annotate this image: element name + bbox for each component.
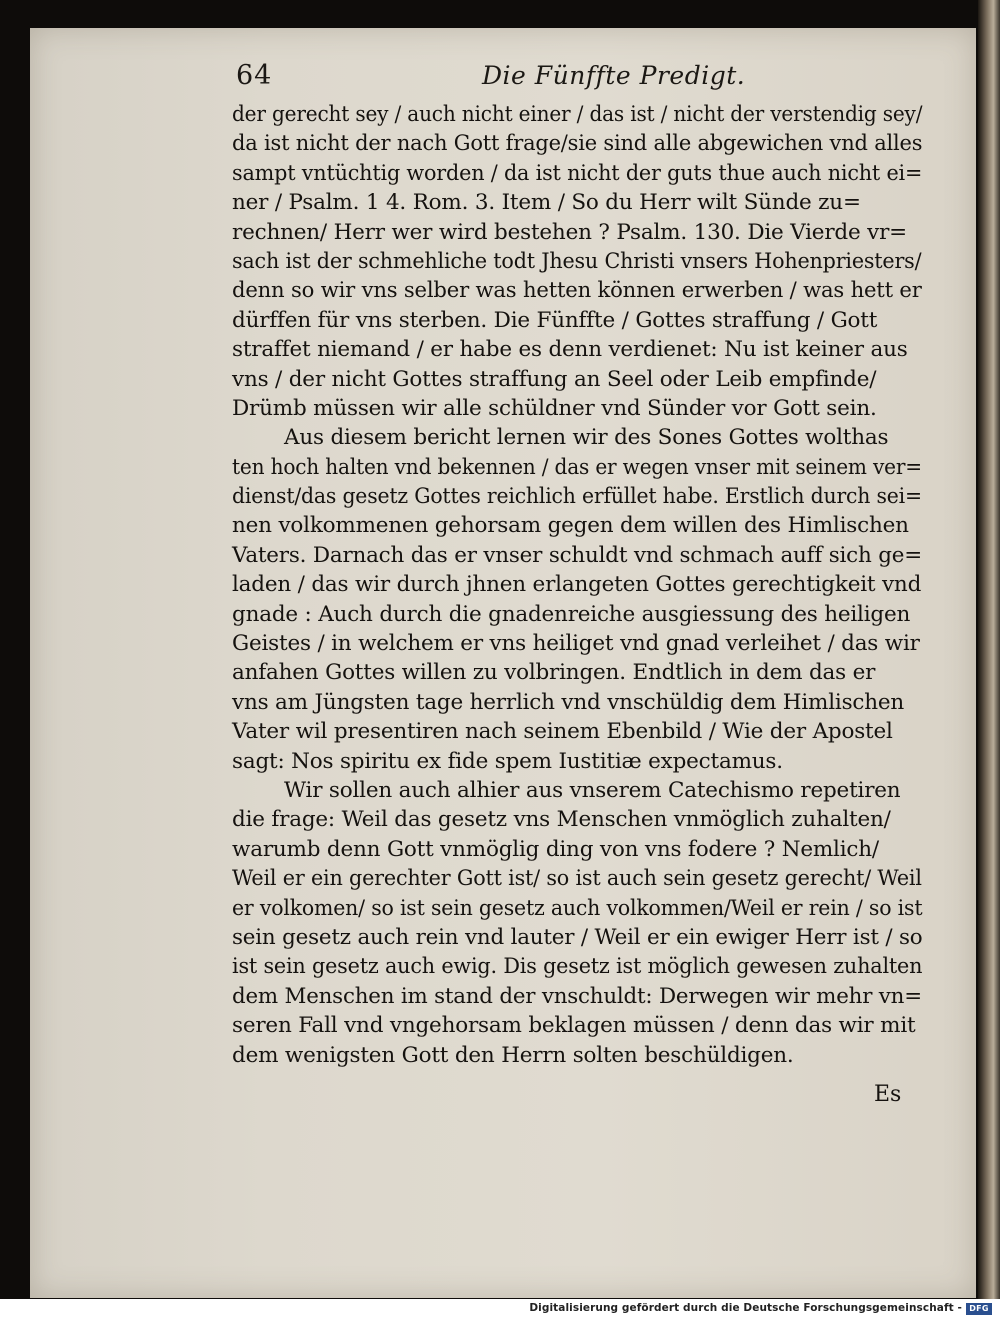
text-line: Weil er ein gerechter Gott ist/ so ist auch sein gesetz gerecht/ Weil [232,866,922,892]
text-line: sampt vntüchtig worden / da ist nicht der guts thue auch nicht ei= [232,160,923,186]
text-line: dem wenigsten Gott den Herrn solten beschüldigen. [232,1042,794,1068]
dfg-logo: DFG [966,1303,992,1315]
text-line: warumb denn Gott vnmöglig ding von vns fodere ? Nemlich/ [232,836,879,862]
text-line: vns / der nicht Gottes straffung an Seel oder Leib empfinde/ [232,366,877,392]
text-line: ten hoch halten vnd bekennen / das er wegen vnser mit seinem ver= [232,454,922,480]
text-line: Drümb müssen wir alle schüldner vnd Sünder vor Gott sein. [232,395,877,421]
sermon-text [232,100,922,1070]
text-line: straffet niemand / er habe es denn verdienet: Nu ist keiner aus [232,337,908,363]
text-line: anfahen Gottes willen zu volbringen. Endtlich in dem das er [232,660,876,686]
text-line: die frage: Weil das gesetz vns Menschen vnmöglich zuhalten/ [232,807,891,833]
text-line: sach ist der schmehliche todt Jhesu Christi vnsers Hohenpriesters/ [232,248,922,274]
text-line: ist sein gesetz auch ewig. Dis gesetz ist möglich gewesen zuhalten [232,954,923,980]
text-line: Vater wil presentiren nach seinem Ebenbild / Wie der Apostel [232,719,893,745]
funding-credit: Digitalisierung gefördert durch die Deutsche Forschungsgemeinschaft - [529,1302,962,1314]
text-line: denn so wir vns selber was hetten können erwerben / was hett er [232,278,922,304]
text-line: dienst/das gesetz Gottes reichlich erfüllet habe. Erstlich durch sei= [232,484,922,510]
paragraph-start-line: Aus diesem bericht lernen wir des Sones Gottes wolthas [284,425,889,451]
text-line: gnade : Auch durch die gnadenreiche ausgiessung des heiligen [232,601,911,627]
text-line: sein gesetz auch rein vnd lauter / Weil er ein ewiger Herr ist / so [232,924,923,950]
running-title: Die Fünffte Predigt. [482,61,746,90]
text-line: rechnen/ Herr wer wird bestehen ? Psalm. 130. Die Vierde vr= [232,219,907,245]
text-line: dem Menschen im stand der vnschuldt: Derwegen wir mehr vn= [232,983,922,1009]
text-line: da ist nicht der nach Gott frage/sie sind alle abgewichen vnd alles [232,131,923,157]
page-header [236,60,936,96]
digitization-footer [0,1299,1000,1319]
book-edge [978,0,1000,1299]
text-line: Vaters. Darnach das er vnser schuldt vnd schmach auff sich ge= [232,542,922,568]
paragraph-start-line: Wir sollen auch alhier aus vnserem Catechismo repetiren [284,777,901,803]
text-line: ner / Psalm. 1 4. Rom. 3. Item / So du Herr wilt Sünde zu= [232,190,861,216]
text-line: dürffen für vns sterben. Die Fünffte / Gottes straffung / Gott [232,307,878,333]
text-line: nen volkommenen gehorsam gegen dem willen des Himlischen [232,513,909,539]
text-line: vns am Jüngsten tage herrlich vnd vnschüldig dem Himlischen [232,689,905,715]
text-line: er volkomen/ so ist sein gesetz auch volkommen/Weil er rein / so ist [232,895,923,921]
text-line: Geistes / in welchem er vns heiliget vnd gnad verleihet / das wir [232,631,920,657]
text-line: seren Fall vnd vngehorsam beklagen müssen / denn das wir mit [232,1013,916,1039]
text-line: der gerecht sey / auch nicht einer / das ist / nicht der verstendig sey/ [232,102,923,127]
text-line: laden / das wir durch jhnen erlangeten Gottes gerechtigkeit vnd [232,572,922,598]
page-number: 64 [236,60,273,91]
catchword: Es [874,1082,902,1107]
text-line: sagt: Nos spiritu ex fide spem Iustitiæ expectamus. [232,748,783,774]
